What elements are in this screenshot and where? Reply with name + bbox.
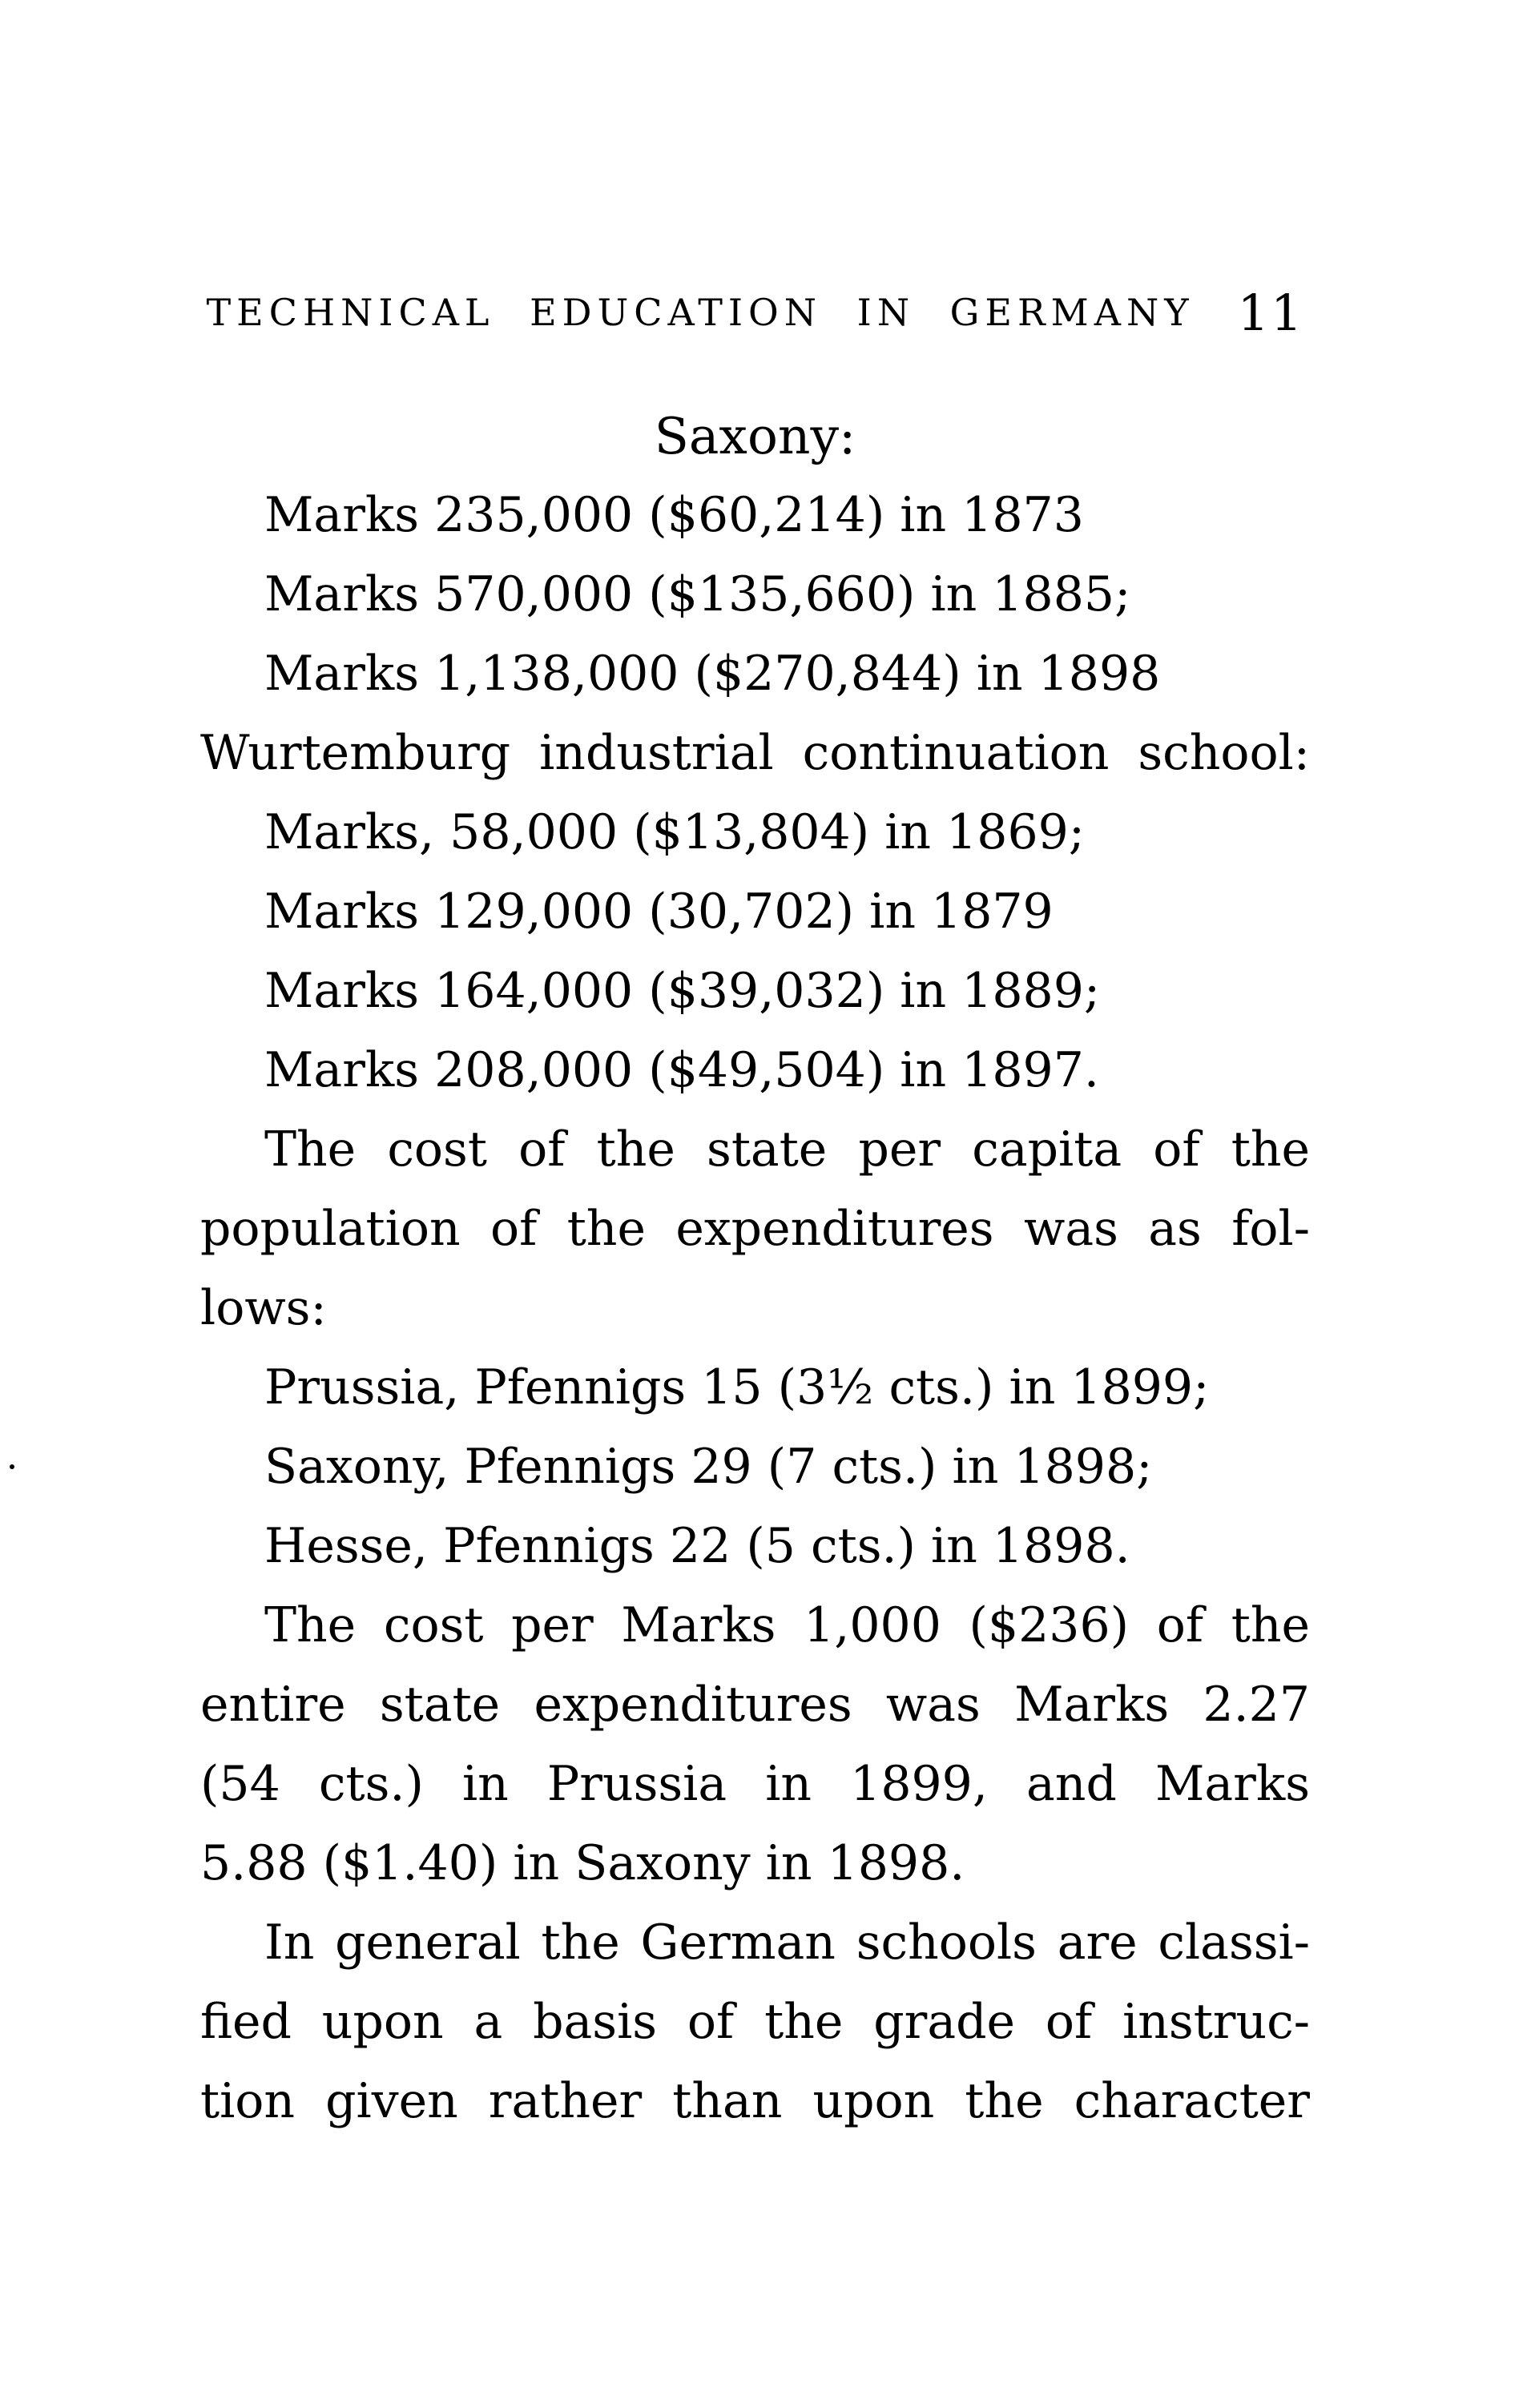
text-line: 5.88 ($1.40) in Saxony in 1898. [200, 1835, 965, 1891]
text-line: Marks 164,000 ($39,032) in 1889; [264, 963, 1101, 1019]
section-heading: Saxony: [654, 407, 856, 465]
page-number: 11 [1237, 283, 1304, 342]
text-line: entire state expenditures was Marks 2.27 [200, 1677, 1310, 1733]
text-line: tion given rather than upon the character [200, 2073, 1310, 2129]
scan-speck [10, 1464, 14, 1469]
text-line: (54 cts.) in Prussia in 1899, and Marks [200, 1756, 1310, 1812]
body-text-block [200, 397, 1310, 2141]
text-line: The cost per Marks 1,000 ($236) of the [264, 1597, 1310, 1653]
text-line: Marks 570,000 ($135,660) in 1885; [264, 566, 1131, 622]
text-line: fied upon a basis of the grade of instruc- [200, 1994, 1310, 2050]
text-line: Marks 235,000 ($60,214) in 1873 [264, 487, 1084, 543]
text-line: Marks 208,000 ($49,504) in 1897. [264, 1042, 1099, 1098]
text-line: Marks, 58,000 ($13,804) in 1869; [264, 804, 1086, 860]
text-line: In general the German schools are classi- [264, 1915, 1310, 1971]
text-line: population of the expenditures was as fol- [200, 1201, 1310, 1257]
text-line: The cost of the state per capita of the [264, 1121, 1310, 1178]
text-line: Saxony, Pfennigs 29 (7 cts.) in 1898; [264, 1439, 1153, 1495]
text-line: Wurtemburg industrial continuation school: [200, 725, 1310, 781]
text-line: Marks 1,138,000 ($270,844) in 1898 [264, 646, 1161, 702]
running-head [200, 279, 1310, 346]
text-line: Hesse, Pfennigs 22 (5 cts.) in 1898. [264, 1518, 1130, 1574]
text-line: Prussia, Pfennigs 15 (3½ cts.) in 1899; [264, 1359, 1210, 1415]
text-line: lows: [200, 1280, 327, 1336]
text-line: Marks 129,000 (30,702) in 1879 [264, 884, 1054, 940]
page-header-title: TECHNICAL EDUCATION IN GERMANY [206, 291, 1195, 334]
